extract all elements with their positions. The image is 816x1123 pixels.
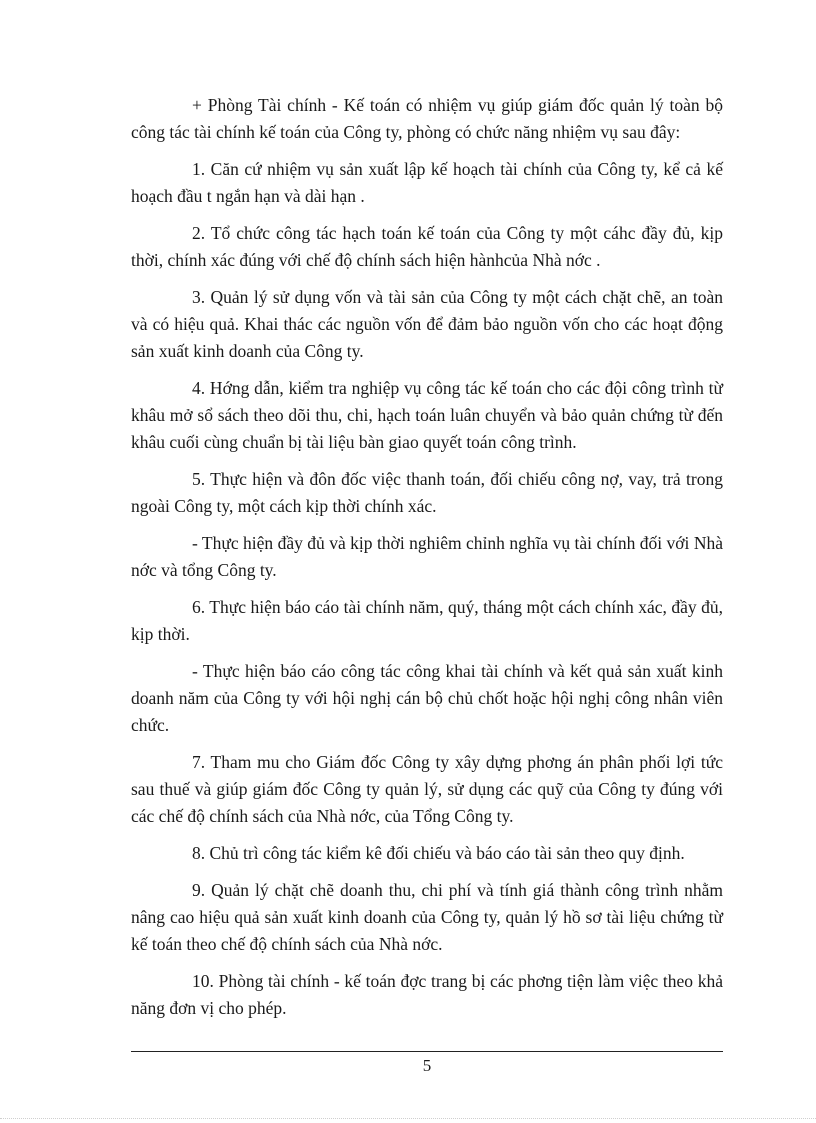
paragraph-item-6: 6. Thực hiện báo cáo tài chính năm, quý, tháng một cách chính xác, đầy đủ, kịp thời. — [131, 597, 723, 644]
page-number: 5 — [422, 1056, 432, 1075]
paragraph-item-8: 8. Chủ trì công tác kiểm kê đối chiếu và báo cáo tài sản theo quy định. — [192, 843, 685, 863]
paragraph-item-10: 10. Phòng tài chính - kế toán đợc trang bị các phơng tiện làm việc theo khả năng đơn vị cho phép. — [131, 971, 723, 1018]
paragraph-intro: + Phòng Tài chính - Kế toán có nhiệm vụ giúp giám đốc quản lý toàn bộ công tác tài chính kế toán của Công ty, phòng có chức năng nhiệm vụ sau đây: — [131, 95, 723, 142]
paragraph-item-4: 4. Hớng dẫn, kiểm tra nghiệp vụ công tác kế toán cho các đội công trình từ khâu mở sổ sách theo dõi thu, chi, hạch toán luân chuyển và bảo quản chứng từ đến khâu cuối cùng chuẩn bị tài liệu bàn giao quyết toán công trình. — [131, 378, 723, 452]
document-body — [131, 92, 723, 1032]
paragraph-item-6-sub: - Thực hiện báo cáo công tác công khai tài chính và kết quả sản xuất kinh doanh năm của Công ty với hội nghị cán bộ chủ chốt hoặc hội nghị công nhân viên chức. — [131, 661, 723, 735]
footer-divider — [131, 1051, 723, 1052]
paragraph-item-1: 1. Căn cứ nhiệm vụ sản xuất lập kế hoạch tài chính của Công ty, kể cả kế hoạch đầu t ngắn hạn và dài hạn . — [131, 159, 723, 206]
paragraph-item-5: 5. Thực hiện và đôn đốc việc thanh toán, đối chiếu công nợ, vay, trả trong ngoài Công ty, một cách kịp thời chính xác. — [131, 469, 723, 516]
paragraph-item-9: 9. Quản lý chặt chẽ doanh thu, chi phí và tính giá thành công trình nhằm nâng cao hiệu quả sản xuất kinh doanh của Công ty, quản lý hồ sơ tài liệu chứng từ kế toán theo chế độ chính sách của Nhà nớc. — [131, 880, 723, 954]
paragraph-item-2: 2. Tổ chức công tác hạch toán kế toán của Công ty một cáhc đầy đủ, kịp thời, chính xác đúng với chế độ chính sách hiện hànhcủa Nhà nớc . — [131, 223, 723, 270]
page-bottom-border — [0, 1118, 816, 1119]
paragraph-item-5-sub: - Thực hiện đầy đủ và kịp thời nghiêm chỉnh nghĩa vụ tài chính đối với Nhà nớc và tổng Công ty. — [131, 533, 723, 580]
paragraph-item-3: 3. Quản lý sử dụng vốn và tài sản của Công ty một cách chặt chẽ, an toàn và có hiệu quả. Khai thác các nguồn vốn để đảm bảo nguồn vốn cho các hoạt động sản xuất kinh doanh của Công ty. — [131, 287, 723, 361]
paragraph-item-7: 7. Tham mu cho Giám đốc Công ty xây dựng phơng án phân phối lợi tức sau thuế và giúp giám đốc Công ty quản lý, sử dụng các quỹ của Công ty đúng với các chế độ chính sách của Nhà nớc, của Tổng Công ty. — [131, 752, 723, 826]
